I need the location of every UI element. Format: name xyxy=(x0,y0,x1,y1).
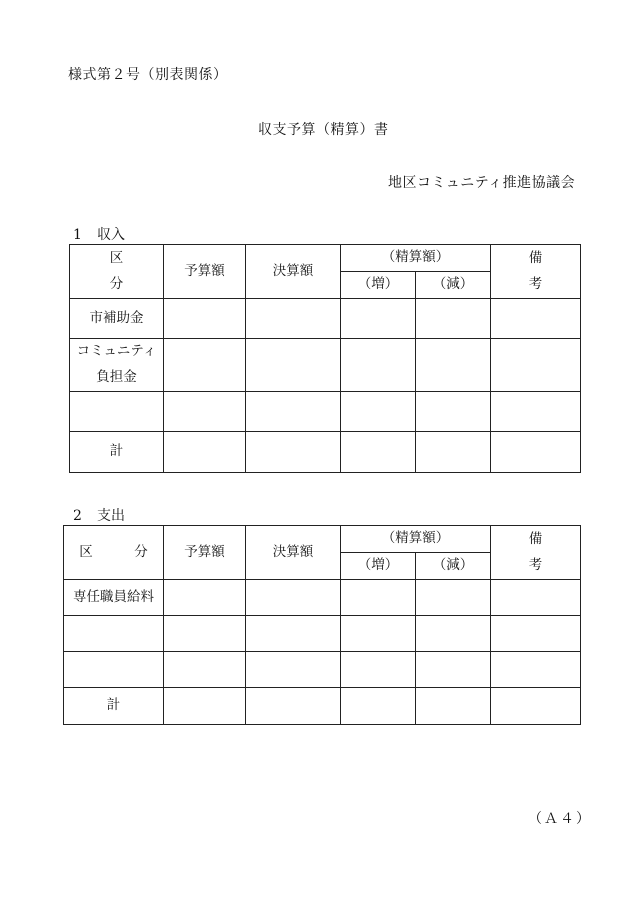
header-remarks: 備 考 xyxy=(491,245,581,299)
header-adjustment: （精算額） xyxy=(341,526,491,553)
table-row xyxy=(70,299,581,339)
expenditure-section-number: 2 xyxy=(73,508,82,524)
header-remarks: 備 考 xyxy=(491,526,581,580)
income-section-heading xyxy=(73,224,125,244)
header-increase: （増） xyxy=(341,272,416,299)
header-settlement: 決算額 xyxy=(246,526,341,580)
table-row xyxy=(64,580,581,616)
row-category: 専任職員給料 xyxy=(64,580,164,616)
row-category xyxy=(70,392,164,432)
row-category-total: 計 xyxy=(64,688,164,725)
income-section-label: 収入 xyxy=(97,227,125,243)
header-settlement: 決算額 xyxy=(246,245,341,299)
expenditure-table xyxy=(63,525,584,725)
row-category-line: コミュニティ xyxy=(76,343,157,360)
organization-name: 地区コミュニティ推進協議会 xyxy=(388,175,576,191)
row-category-line: 負担金 xyxy=(96,369,137,385)
header-decrease: （減） xyxy=(416,553,491,580)
expenditure-section-heading xyxy=(73,505,125,525)
header-increase: （増） xyxy=(341,553,416,580)
table-row xyxy=(64,616,581,652)
table-row xyxy=(70,432,581,473)
header-adjustment: （精算額） xyxy=(341,245,491,272)
expenditure-section-label: 支出 xyxy=(97,508,125,524)
header-category: 区 分 xyxy=(64,526,164,580)
table-row xyxy=(64,652,581,688)
income-section-number: 1 xyxy=(73,227,82,243)
row-category xyxy=(64,616,164,652)
header-category: 区 分 xyxy=(70,245,164,299)
row-category xyxy=(64,652,164,688)
table-row xyxy=(64,688,581,725)
income-table xyxy=(69,244,584,473)
table-row xyxy=(70,392,581,432)
row-category-total: 計 xyxy=(70,432,164,473)
row-category xyxy=(70,339,164,392)
paper-size-note: （Ａ４） xyxy=(528,811,592,827)
header-budget: 予算額 xyxy=(164,526,246,580)
header-decrease: （減） xyxy=(416,272,491,299)
row-category: 市補助金 xyxy=(70,299,164,339)
header-budget: 予算額 xyxy=(164,245,246,299)
form-number: 様式第２号（別表関係） xyxy=(68,67,228,83)
document-title: 収支予算（精算）書 xyxy=(258,122,389,138)
table-row xyxy=(70,339,581,392)
